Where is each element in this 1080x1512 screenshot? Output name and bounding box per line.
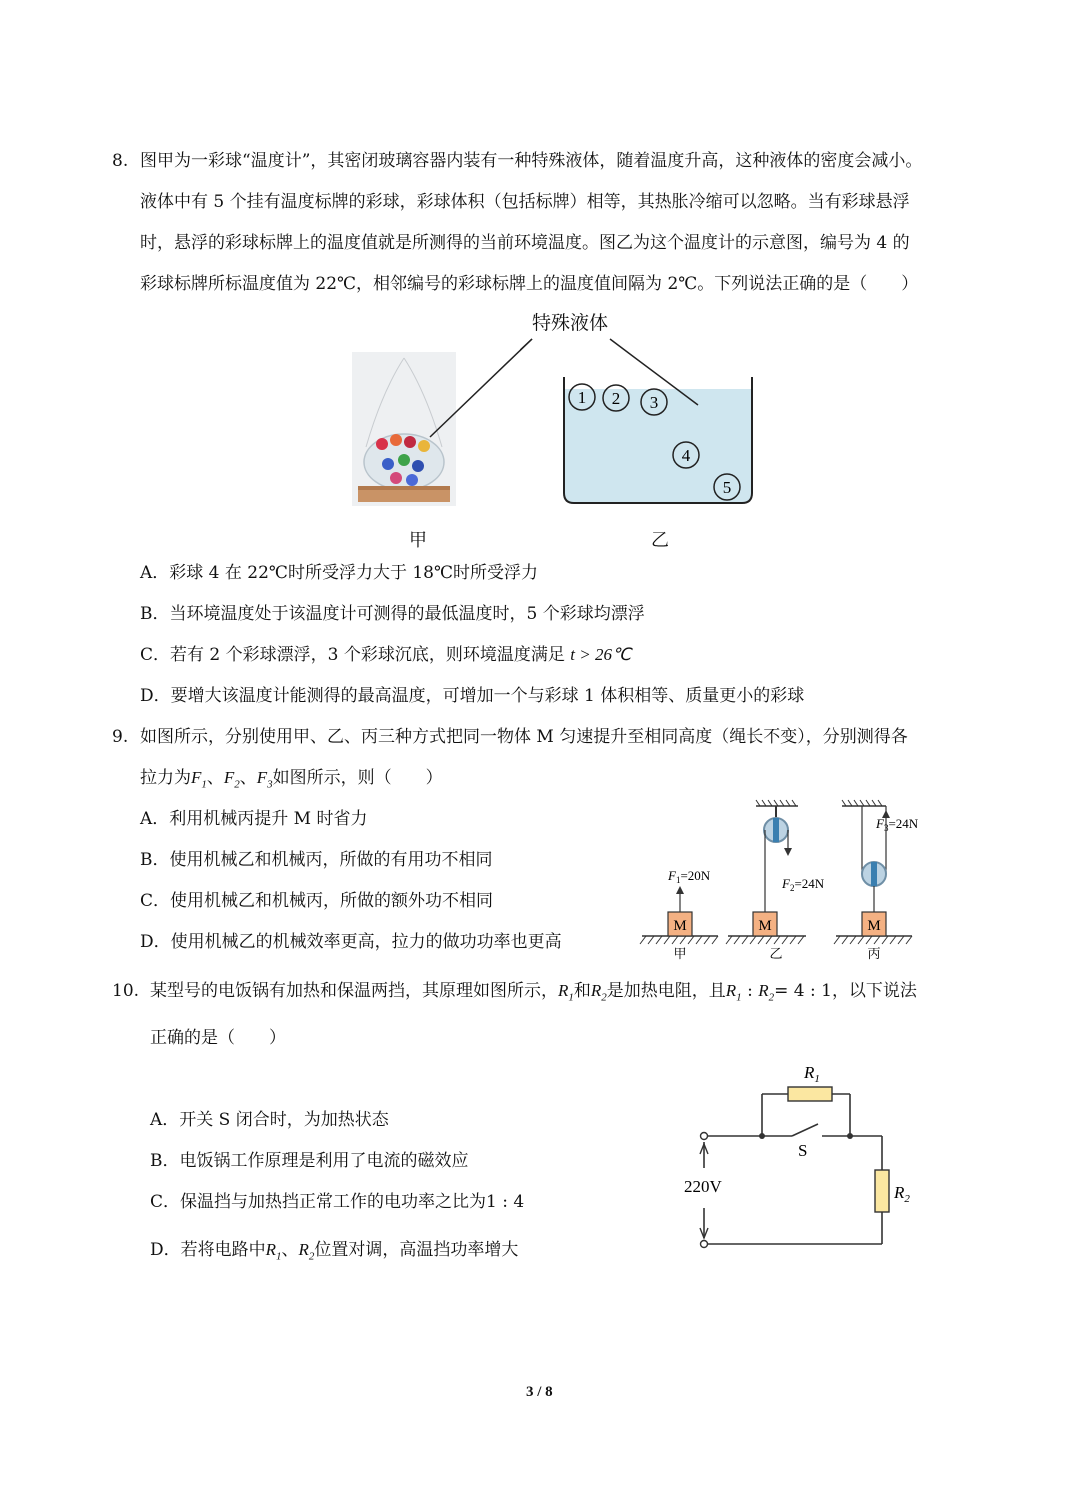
force-f2-sub: 2 — [234, 778, 240, 791]
and-text: 和 — [573, 981, 591, 1001]
mass-label-yi: M — [758, 918, 772, 934]
ratio-r1-sub: 1 — [736, 991, 742, 1004]
force-f1-sub: 1 — [201, 778, 207, 791]
r1-label: $R_1$ — [804, 1063, 820, 1085]
option-c-text: C．若有 2 个彩球漂浮，3 个彩球沉底，则环境温度满足 — [140, 645, 565, 665]
liquid-label: 特殊液体 — [532, 312, 609, 334]
line-2-prefix: 拉力为 — [140, 768, 191, 788]
ratio-r2-sub: 2 — [768, 991, 775, 1004]
force-label-f3: $F_3=24N$ — [876, 816, 919, 833]
figure-8-connector — [0, 0, 1080, 540]
figure-label-yi-9: 乙 — [769, 946, 783, 961]
terminal-top — [701, 1133, 708, 1140]
svg-text:4: 4 — [681, 446, 691, 465]
force-label-f2: $F_2=24N$ — [782, 876, 825, 893]
question-9-option-a: A．利用机械丙提升 M 时省力 — [140, 809, 368, 829]
pulley-figure — [636, 796, 926, 968]
r1-sub: 1 — [568, 991, 574, 1004]
option-d-sep: 、 — [281, 1240, 299, 1260]
force-f3: F — [256, 768, 268, 787]
separator-2: 、 — [239, 768, 257, 788]
voltage-label: 220V — [684, 1177, 722, 1196]
terminal-bottom — [701, 1241, 708, 1248]
option-d-r1-sub: 1 — [276, 1250, 282, 1263]
option-d-r2: R — [298, 1240, 309, 1259]
r2-sub: 2 — [601, 991, 607, 1004]
question-8-line-3: 时，悬浮的彩球标牌上的温度值就是所测得的当前环境温度。图乙为这个温度计的示意图，编号为 4 的 — [140, 233, 910, 253]
ratio-r2: R — [758, 981, 769, 1000]
question-8-line-2: 液体中有 5 个挂有温度标牌的彩球，彩球体积（包括标牌）相等，其热胀冷缩可以忽略。当有彩球悬浮 — [140, 192, 910, 212]
question-8-number: 8. — [112, 151, 129, 171]
question-8-option-b: B．当环境温度处于该温度计可测得的最低温度时，5 个彩球均漂浮 — [140, 604, 645, 624]
option-d-prefix: D．若将电路中 — [150, 1240, 266, 1260]
question-10-option-b: B．电饭锅工作原理是利用了电流的磁效应 — [150, 1151, 469, 1171]
question-9-number: 9. — [112, 727, 129, 747]
option-c-formula: t > 26℃ — [570, 645, 632, 664]
page-number: 3 / 8 — [526, 1384, 553, 1400]
force-f3-sub: 3 — [267, 778, 273, 791]
ground-lines — [640, 936, 912, 944]
question-10-option-c: C．保温挡与加热挡正常工作的电功率之比为1 : 4 — [150, 1192, 525, 1212]
mass-label-bing: M — [867, 918, 881, 934]
svg-text:2: 2 — [611, 389, 621, 408]
option-d-suffix: 位置对调，高温挡功率增大 — [314, 1240, 519, 1260]
ratio-r1: R — [725, 981, 737, 1000]
option-d-r2-sub: 2 — [308, 1250, 315, 1263]
question-9-option-b: B．使用机械乙和机械丙，所做的有用功不相同 — [140, 850, 493, 870]
question-10-line-2: 正确的是（ ） — [150, 1028, 286, 1048]
ceiling-lines — [756, 800, 886, 806]
line-1-mid: 是加热电阻，且 — [606, 981, 726, 1001]
figure-label-jia: 甲 — [409, 530, 427, 551]
question-8-option-a: A．彩球 4 在 22℃时所受浮力大于 18℃时所受浮力 — [140, 563, 539, 583]
separator-1: 、 — [206, 768, 224, 788]
question-9-option-d: D．使用机械乙的机械效率更高，拉力的做功功率也更高 — [140, 932, 562, 952]
question-10-number: 10. — [112, 981, 140, 1001]
question-10-line-1: 某型号的电饭锅有加热和保温两挡，其原理如图所示，$R_1$和$R_2$是加热电阻，且$R_1$ : $R_2= 4$ : 1，以下说法 — [150, 981, 917, 1004]
force-f2: F — [223, 768, 235, 787]
figure-label-jia-9: 甲 — [673, 946, 687, 961]
line-2-suffix: 如图所示，则（ ） — [272, 768, 443, 788]
question-8-line-4: 彩球标牌所标温度值为 22℃，相邻编号的彩球标牌上的温度值间隔为 2℃。下列说法正确的是（ ） — [140, 274, 919, 294]
resistor-r2-symbol: R — [590, 981, 602, 1000]
force-f1: F — [191, 768, 202, 787]
question-10-option-d — [150, 1237, 518, 1269]
switch-label: S — [798, 1141, 808, 1160]
svg-text:1: 1 — [577, 388, 587, 407]
question-8-line-1: 图甲为一彩球“温度计”，其密闭玻璃容器内装有一种特殊液体，随着温度升高，这种液体的密度会减小。 — [140, 151, 923, 171]
ratio-value: = 4 : 1 — [774, 981, 832, 1001]
question-8-option-c — [140, 642, 631, 668]
svg-text:5: 5 — [722, 478, 732, 497]
question-8-option-d: D．要增大该温度计能测得的最高温度，可增加一个与彩球 1 体积相等、质量更小的彩球 — [140, 686, 805, 706]
question-10-option-a: A．开关 S 闭合时，为加热状态 — [150, 1110, 389, 1130]
circuit-diagram — [670, 1058, 930, 1258]
question-9-line-1: 如图所示，分别使用甲、乙、丙三种方式把同一物体 M 匀速提升至相同高度（绳长不变），分别测得各 — [140, 727, 908, 747]
figure-label-yi: 乙 — [651, 530, 669, 551]
mass-label-jia: M — [673, 918, 687, 934]
option-d-r1: R — [265, 1240, 277, 1259]
force-label-f1: $F_1=20N$ — [668, 868, 711, 885]
r2-label: $R_2$ — [894, 1183, 910, 1205]
question-9-option-c: C．使用机械乙和机械丙，所做的额外功不相同 — [140, 891, 494, 911]
resistor-r2 — [875, 1170, 889, 1212]
line-1-suffix: ，以下说法 — [831, 981, 917, 1001]
resistor-r1-symbol: R — [558, 981, 569, 1000]
line-1-prefix: 某型号的电饭锅有加热和保温两挡，其原理如图所示， — [150, 981, 558, 1001]
svg-text:3: 3 — [649, 393, 659, 412]
resistor-r1 — [788, 1087, 832, 1101]
question-9-line-2 — [140, 765, 443, 797]
figure-label-bing-9: 丙 — [867, 946, 881, 961]
